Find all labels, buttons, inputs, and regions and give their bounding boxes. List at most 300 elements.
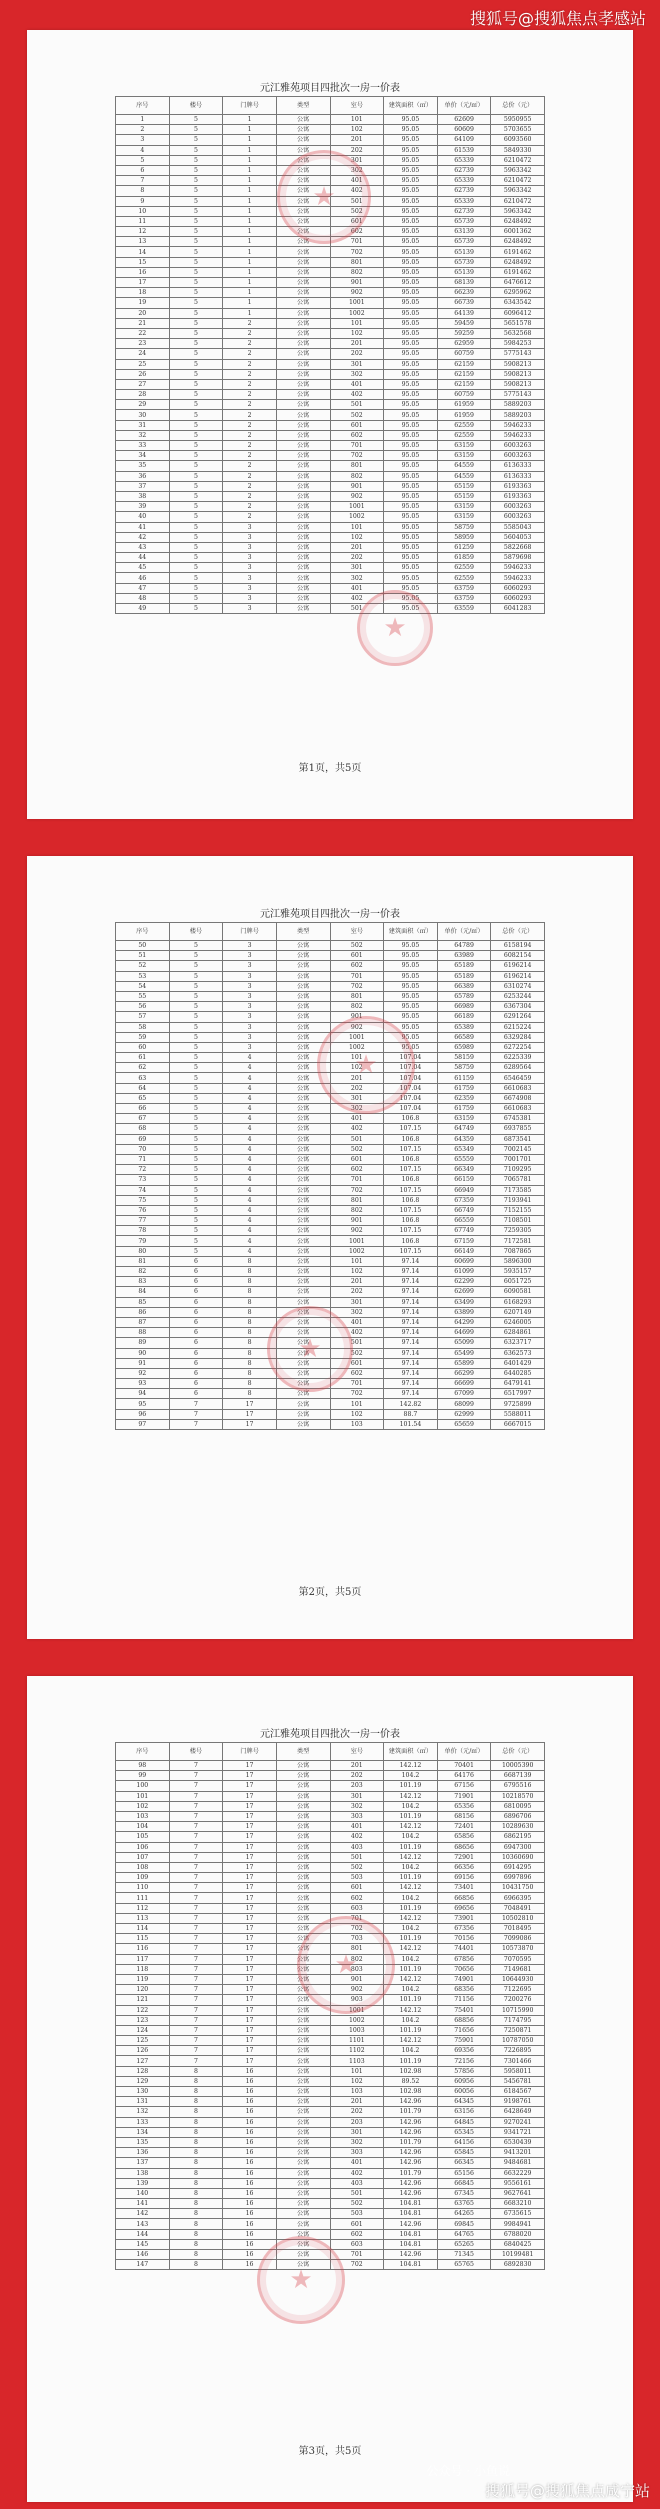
table-cell: 8 bbox=[169, 2097, 223, 2107]
table-cell: 5 bbox=[169, 1104, 223, 1114]
table-cell: 97.14 bbox=[384, 1267, 438, 1277]
table-cell: 6215224 bbox=[491, 1022, 545, 1032]
table-cell: 6367304 bbox=[491, 1002, 545, 1012]
table-cell: 68856 bbox=[437, 2015, 491, 2025]
column-header: 建筑面积（㎡） bbox=[384, 97, 438, 115]
table-cell: 5651578 bbox=[491, 318, 545, 328]
table-cell: 9627641 bbox=[491, 2188, 545, 2198]
table-cell: 95.05 bbox=[384, 1042, 438, 1052]
table-cell: 5946233 bbox=[491, 430, 545, 440]
table-cell: 公寓 bbox=[276, 155, 330, 165]
table-cell: 4 bbox=[223, 1205, 277, 1215]
table-cell: 901 bbox=[330, 1012, 384, 1022]
table-cell: 802 bbox=[330, 1954, 384, 1964]
column-header: 门牌号 bbox=[223, 923, 277, 941]
table-cell: 公寓 bbox=[276, 1185, 330, 1195]
table-cell: 63899 bbox=[437, 1307, 491, 1317]
table-cell: 6476612 bbox=[491, 278, 545, 288]
table-cell: 17 bbox=[223, 2005, 277, 2015]
table-cell: 5 bbox=[169, 583, 223, 593]
table-cell: 2 bbox=[223, 502, 277, 512]
table-row bbox=[116, 1226, 545, 1236]
table-cell: 95.05 bbox=[384, 227, 438, 237]
table-cell: 403 bbox=[330, 2178, 384, 2188]
table-cell: 101.19 bbox=[384, 1964, 438, 1974]
table-cell: 公寓 bbox=[276, 298, 330, 308]
table-cell: 1 bbox=[223, 145, 277, 155]
table-cell: 6191462 bbox=[491, 247, 545, 257]
table-cell: 602 bbox=[330, 1893, 384, 1903]
table-cell: 5 bbox=[169, 1093, 223, 1103]
table-cell: 5 bbox=[169, 604, 223, 614]
table-row bbox=[116, 1873, 545, 1883]
table-cell: 1001 bbox=[330, 298, 384, 308]
table-cell: 5 bbox=[169, 441, 223, 451]
table-row bbox=[116, 991, 545, 1001]
table-cell: 17 bbox=[223, 1852, 277, 1862]
table-cell: 4 bbox=[223, 1195, 277, 1205]
table-cell: 6246005 bbox=[491, 1317, 545, 1327]
table-cell: 142.12 bbox=[384, 1944, 438, 1954]
table-cell: 71901 bbox=[437, 1791, 491, 1801]
table-cell: 66559 bbox=[437, 1216, 491, 1226]
table-cell: 60956 bbox=[437, 2076, 491, 2086]
table-row bbox=[116, 573, 545, 583]
table-cell: 63 bbox=[116, 1073, 170, 1083]
table-cell: 7 bbox=[169, 1985, 223, 1995]
table-cell: 3 bbox=[223, 604, 277, 614]
table-row bbox=[116, 2188, 545, 2198]
table-cell: 公寓 bbox=[276, 1104, 330, 1114]
table-cell: 142.12 bbox=[384, 1761, 438, 1771]
table-cell: 202 bbox=[330, 553, 384, 563]
table-cell: 7 bbox=[169, 1832, 223, 1842]
table-cell: 5 bbox=[169, 410, 223, 420]
table-cell: 5 bbox=[169, 1205, 223, 1215]
table-cell: 公寓 bbox=[276, 563, 330, 573]
table-cell: 5822668 bbox=[491, 542, 545, 552]
table-cell: 17 bbox=[223, 1399, 277, 1409]
table-cell: 7152155 bbox=[491, 1205, 545, 1215]
table-cell: 5 bbox=[169, 390, 223, 400]
table-cell: 64265 bbox=[437, 2209, 491, 2219]
table-cell: 901 bbox=[330, 481, 384, 491]
table-cell: 5963342 bbox=[491, 186, 545, 196]
table-cell: 5775143 bbox=[491, 349, 545, 359]
price-sheet-page-3 bbox=[27, 1676, 633, 2502]
table-cell: 101.19 bbox=[384, 1811, 438, 1821]
table-cell: 公寓 bbox=[276, 216, 330, 226]
table-cell: 68139 bbox=[437, 278, 491, 288]
table-cell: 65739 bbox=[437, 257, 491, 267]
column-header: 室号 bbox=[330, 923, 384, 941]
table-cell: 5 bbox=[169, 961, 223, 971]
table-cell: 17 bbox=[223, 1832, 277, 1842]
table-cell: 公寓 bbox=[276, 2239, 330, 2249]
table-cell: 7 bbox=[169, 1903, 223, 1913]
table-cell: 142.96 bbox=[384, 2097, 438, 2107]
table-cell: 5950955 bbox=[491, 115, 545, 125]
table-cell: 66389 bbox=[437, 981, 491, 991]
table-cell: 8 bbox=[169, 2229, 223, 2239]
table-cell: 3 bbox=[223, 542, 277, 552]
table-cell: 5 bbox=[169, 115, 223, 125]
table-cell: 147 bbox=[116, 2260, 170, 2270]
table-cell: 67159 bbox=[437, 1236, 491, 1246]
table-cell: 公寓 bbox=[276, 471, 330, 481]
table-cell: 4 bbox=[223, 1216, 277, 1226]
table-cell: 8 bbox=[223, 1267, 277, 1277]
table-cell: 120 bbox=[116, 1985, 170, 1995]
table-cell: 6329284 bbox=[491, 1032, 545, 1042]
table-cell: 95.05 bbox=[384, 604, 438, 614]
table-cell: 128 bbox=[116, 2066, 170, 2076]
table-cell: 3 bbox=[223, 563, 277, 573]
table-cell: 公寓 bbox=[276, 1368, 330, 1378]
table-cell: 65156 bbox=[437, 2168, 491, 2178]
table-cell: 公寓 bbox=[276, 2025, 330, 2035]
table-cell: 公寓 bbox=[276, 1277, 330, 1287]
table-cell: 66149 bbox=[437, 1246, 491, 1256]
table-row bbox=[116, 115, 545, 125]
table-cell: 8 bbox=[169, 2137, 223, 2147]
table-cell: 131 bbox=[116, 2097, 170, 2107]
table-cell: 69 bbox=[116, 1134, 170, 1144]
table-cell: 公寓 bbox=[276, 2005, 330, 2015]
table-cell: 4 bbox=[223, 1073, 277, 1083]
table-cell: 68099 bbox=[437, 1399, 491, 1409]
table-cell: 67156 bbox=[437, 1781, 491, 1791]
table-cell: 50 bbox=[116, 941, 170, 951]
table-cell: 7 bbox=[116, 176, 170, 186]
table-cell: 6248492 bbox=[491, 257, 545, 267]
table-cell: 107.15 bbox=[384, 1205, 438, 1215]
official-seal-icon bbox=[357, 590, 433, 666]
table-cell: 5935157 bbox=[491, 1267, 545, 1277]
table-cell: 6003263 bbox=[491, 512, 545, 522]
table-cell: 6 bbox=[169, 1328, 223, 1338]
table-cell: 201 bbox=[330, 542, 384, 552]
table-row bbox=[116, 981, 545, 991]
table-header-row bbox=[116, 923, 545, 941]
table-cell: 95.05 bbox=[384, 941, 438, 951]
table-row bbox=[116, 553, 545, 563]
table-cell: 1 bbox=[116, 115, 170, 125]
table-cell: 公寓 bbox=[276, 1822, 330, 1832]
table-cell: 7 bbox=[169, 1399, 223, 1409]
table-cell: 70656 bbox=[437, 1964, 491, 1974]
table-cell: 1 bbox=[223, 186, 277, 196]
table-row bbox=[116, 2056, 545, 2066]
table-cell: 66345 bbox=[437, 2158, 491, 2168]
table-cell: 40 bbox=[116, 512, 170, 522]
table-cell: 公寓 bbox=[276, 1974, 330, 1984]
table-cell: 65345 bbox=[437, 2127, 491, 2137]
table-cell: 公寓 bbox=[276, 237, 330, 247]
table-cell: 6997896 bbox=[491, 1873, 545, 1883]
column-header: 类型 bbox=[276, 1743, 330, 1761]
table-cell: 75 bbox=[116, 1195, 170, 1205]
table-cell: 63989 bbox=[437, 951, 491, 961]
table-cell: 7 bbox=[169, 1409, 223, 1419]
table-row bbox=[116, 2209, 545, 2219]
table-cell: 公寓 bbox=[276, 1226, 330, 1236]
table-cell: 17 bbox=[223, 1771, 277, 1781]
table-cell: 68156 bbox=[437, 1811, 491, 1821]
table-cell: 95.05 bbox=[384, 532, 438, 542]
table-cell: 114 bbox=[116, 1924, 170, 1934]
table-cell: 公寓 bbox=[276, 288, 330, 298]
table-cell: 6 bbox=[169, 1379, 223, 1389]
table-row bbox=[116, 1104, 545, 1114]
table-cell: 122 bbox=[116, 2005, 170, 2015]
table-cell: 公寓 bbox=[276, 593, 330, 603]
table-cell: 公寓 bbox=[276, 502, 330, 512]
table-cell: 71345 bbox=[437, 2250, 491, 2260]
table-cell: 95.05 bbox=[384, 237, 438, 247]
table-cell: 10573870 bbox=[491, 1944, 545, 1954]
table-cell: 5 bbox=[169, 1053, 223, 1063]
table-cell: 83 bbox=[116, 1277, 170, 1287]
table-cell: 7108501 bbox=[491, 1216, 545, 1226]
table-cell: 7 bbox=[169, 1822, 223, 1832]
table-cell: 公寓 bbox=[276, 1287, 330, 1297]
table-cell: 95.05 bbox=[384, 328, 438, 338]
table-cell: 129 bbox=[116, 2076, 170, 2086]
table-cell: 7 bbox=[169, 1954, 223, 1964]
table-row bbox=[116, 1114, 545, 1124]
table-cell: 17 bbox=[223, 1842, 277, 1852]
table-cell: 5 bbox=[169, 563, 223, 573]
table-cell: 102 bbox=[330, 328, 384, 338]
table-cell: 6001362 bbox=[491, 227, 545, 237]
table-cell: 5 bbox=[169, 553, 223, 563]
table-cell: 6440285 bbox=[491, 1368, 545, 1378]
table-cell: 9341721 bbox=[491, 2127, 545, 2137]
table-cell: 3 bbox=[223, 1032, 277, 1042]
table-cell: 17 bbox=[223, 1419, 277, 1429]
table-cell: 7018495 bbox=[491, 1924, 545, 1934]
table-cell: 142.12 bbox=[384, 1913, 438, 1923]
table-cell: 95.05 bbox=[384, 971, 438, 981]
table-cell: 2 bbox=[223, 410, 277, 420]
table-cell: 8 bbox=[169, 2066, 223, 2076]
table-cell: 67356 bbox=[437, 1924, 491, 1934]
table-cell: 27 bbox=[116, 379, 170, 389]
table-cell: 10289630 bbox=[491, 1822, 545, 1832]
table-cell: 110 bbox=[116, 1883, 170, 1893]
table-cell: 65265 bbox=[437, 2239, 491, 2249]
table-cell: 62739 bbox=[437, 186, 491, 196]
table-cell: 61959 bbox=[437, 410, 491, 420]
table-cell: 142.12 bbox=[384, 2005, 438, 2015]
table-row bbox=[116, 1185, 545, 1195]
table-cell: 95.05 bbox=[384, 369, 438, 379]
table-cell: 5 bbox=[169, 461, 223, 471]
table-cell: 5 bbox=[169, 542, 223, 552]
table-cell: 72156 bbox=[437, 2056, 491, 2066]
table-cell: 67099 bbox=[437, 1389, 491, 1399]
table-cell: 7 bbox=[169, 2036, 223, 2046]
table-cell: 6428649 bbox=[491, 2107, 545, 2117]
table-cell: 6610683 bbox=[491, 1104, 545, 1114]
column-header: 门牌号 bbox=[223, 1743, 277, 1761]
table-cell: 公寓 bbox=[276, 1801, 330, 1811]
table-cell: 6 bbox=[169, 1317, 223, 1327]
table-row bbox=[116, 1883, 545, 1893]
table-cell: 5 bbox=[169, 318, 223, 328]
table-cell: 66299 bbox=[437, 1368, 491, 1378]
table-cell: 95.05 bbox=[384, 115, 438, 125]
table-cell: 6253244 bbox=[491, 991, 545, 1001]
table-cell: 102 bbox=[330, 125, 384, 135]
table-cell: 65339 bbox=[437, 155, 491, 165]
table-cell: 63159 bbox=[437, 512, 491, 522]
table-cell: 公寓 bbox=[276, 2076, 330, 2086]
table-cell: 302 bbox=[330, 1307, 384, 1317]
table-cell: 1002 bbox=[330, 2015, 384, 2025]
table-cell: 65659 bbox=[437, 1419, 491, 1429]
table-cell: 47 bbox=[116, 583, 170, 593]
table-cell: 101 bbox=[330, 318, 384, 328]
table-cell: 公寓 bbox=[276, 2168, 330, 2178]
table-cell: 7 bbox=[169, 1791, 223, 1801]
table-cell: 公寓 bbox=[276, 390, 330, 400]
column-header: 序号 bbox=[116, 1743, 170, 1761]
table-cell: 公寓 bbox=[276, 125, 330, 135]
table-cell: 公寓 bbox=[276, 461, 330, 471]
table-cell: 95.05 bbox=[384, 216, 438, 226]
table-cell: 公寓 bbox=[276, 1903, 330, 1913]
table-cell: 71656 bbox=[437, 2025, 491, 2035]
table-cell: 9556161 bbox=[491, 2178, 545, 2188]
table-cell: 6210472 bbox=[491, 155, 545, 165]
table-cell: 82 bbox=[116, 1267, 170, 1277]
table-cell: 142.96 bbox=[384, 2117, 438, 2127]
table-cell: 201 bbox=[330, 135, 384, 145]
page-footer: 第3页，共5页 bbox=[298, 2446, 362, 2457]
table-cell: 6310274 bbox=[491, 981, 545, 991]
table-cell: 7 bbox=[169, 1924, 223, 1934]
column-header: 总价（元） bbox=[491, 97, 545, 115]
table-cell: 95.05 bbox=[384, 410, 438, 420]
table-cell: 68656 bbox=[437, 1842, 491, 1852]
table-row bbox=[116, 2148, 545, 2158]
table-cell: 69845 bbox=[437, 2219, 491, 2229]
table-cell: 43 bbox=[116, 542, 170, 552]
table-cell: 401 bbox=[330, 1822, 384, 1832]
table-cell: 1001 bbox=[330, 1236, 384, 1246]
table-cell: 69156 bbox=[437, 1873, 491, 1883]
table-cell: 公寓 bbox=[276, 1944, 330, 1954]
table-cell: 10787050 bbox=[491, 2036, 545, 2046]
table-cell: 601 bbox=[330, 951, 384, 961]
table-cell: 603 bbox=[330, 1903, 384, 1913]
table-cell: 64156 bbox=[437, 2137, 491, 2147]
table-row bbox=[116, 1791, 545, 1801]
table-row bbox=[116, 349, 545, 359]
table-cell: 17 bbox=[223, 1893, 277, 1903]
table-cell: 16 bbox=[223, 2158, 277, 2168]
table-cell: 95.05 bbox=[384, 522, 438, 532]
table-cell: 3 bbox=[223, 583, 277, 593]
table-cell: 5 bbox=[169, 1175, 223, 1185]
table-cell: 6136333 bbox=[491, 471, 545, 481]
table-cell: 95.05 bbox=[384, 481, 438, 491]
column-header: 总价（元） bbox=[491, 1743, 545, 1761]
table-cell: 6284861 bbox=[491, 1328, 545, 1338]
table-cell: 1002 bbox=[330, 1246, 384, 1256]
table-cell: 10644930 bbox=[491, 1974, 545, 1984]
table-cell: 201 bbox=[330, 339, 384, 349]
table-cell: 65139 bbox=[437, 267, 491, 277]
table-cell: 5 bbox=[169, 186, 223, 196]
table-cell: 3 bbox=[223, 1002, 277, 1012]
table-cell: 公寓 bbox=[276, 359, 330, 369]
table-cell: 7 bbox=[169, 1419, 223, 1429]
table-row bbox=[116, 471, 545, 481]
table-row bbox=[116, 369, 545, 379]
table-cell: 5 bbox=[169, 420, 223, 430]
table-cell: 57856 bbox=[437, 2066, 491, 2076]
table-cell: 公寓 bbox=[276, 328, 330, 338]
table-cell: 17 bbox=[223, 1862, 277, 1872]
table-cell: 58759 bbox=[437, 1063, 491, 1073]
table-cell: 公寓 bbox=[276, 2117, 330, 2127]
table-cell: 65189 bbox=[437, 961, 491, 971]
table-row bbox=[116, 257, 545, 267]
table-cell: 11 bbox=[116, 216, 170, 226]
table-cell: 4 bbox=[223, 1053, 277, 1063]
table-row bbox=[116, 1822, 545, 1832]
table-cell: 302 bbox=[330, 1801, 384, 1811]
table-cell: 7 bbox=[169, 2056, 223, 2066]
table-cell: 65559 bbox=[437, 1154, 491, 1164]
table-cell: 3 bbox=[223, 981, 277, 991]
table-cell: 53 bbox=[116, 971, 170, 981]
table-cell: 95.05 bbox=[384, 379, 438, 389]
table-cell: 1103 bbox=[330, 2056, 384, 2066]
table-row bbox=[116, 298, 545, 308]
table-cell: 602 bbox=[330, 1165, 384, 1175]
table-cell: 95.05 bbox=[384, 267, 438, 277]
table-cell: 5908213 bbox=[491, 369, 545, 379]
table-cell: 144 bbox=[116, 2229, 170, 2239]
table-cell: 139 bbox=[116, 2178, 170, 2188]
table-cell: 97.14 bbox=[384, 1358, 438, 1368]
table-cell: 701 bbox=[330, 1379, 384, 1389]
table-cell: 公寓 bbox=[276, 1246, 330, 1256]
table-cell: 119 bbox=[116, 1974, 170, 1984]
table-cell: 64109 bbox=[437, 135, 491, 145]
table-cell: 202 bbox=[330, 349, 384, 359]
table-cell: 66699 bbox=[437, 1379, 491, 1389]
table-cell: 97.14 bbox=[384, 1389, 438, 1399]
table-cell: 402 bbox=[330, 1328, 384, 1338]
table-row bbox=[116, 481, 545, 491]
table-cell: 公寓 bbox=[276, 379, 330, 389]
table-cell: 49 bbox=[116, 604, 170, 614]
table-cell: 203 bbox=[330, 1781, 384, 1791]
table-cell: 4 bbox=[223, 1124, 277, 1134]
table-row bbox=[116, 593, 545, 603]
table-cell: 5 bbox=[169, 267, 223, 277]
table-cell: 4 bbox=[223, 1165, 277, 1175]
table-cell: 63759 bbox=[437, 583, 491, 593]
table-cell: 17 bbox=[223, 1791, 277, 1801]
table-row bbox=[116, 604, 545, 614]
table-cell: 8 bbox=[169, 2117, 223, 2127]
